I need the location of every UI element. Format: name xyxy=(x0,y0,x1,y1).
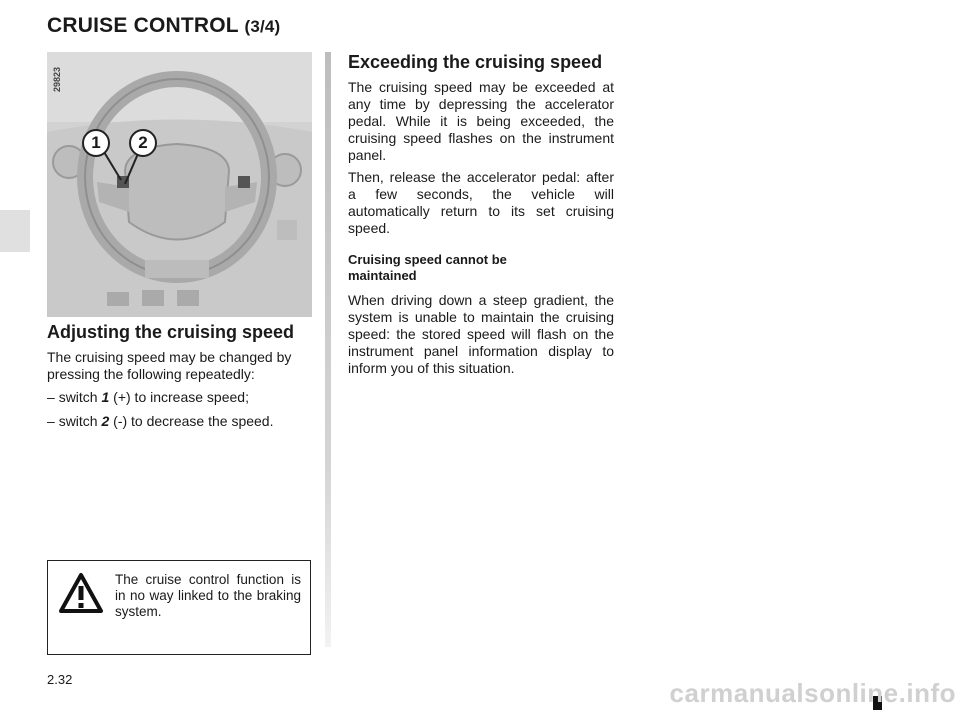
list-text: (-) to decrease the speed. xyxy=(109,413,274,429)
left-heading: Adjusting the cruising speed xyxy=(47,322,295,342)
list-prefix: switch xyxy=(58,413,102,429)
list-item xyxy=(47,389,311,406)
callout-1: 1 xyxy=(82,129,110,157)
warning-triangle-icon xyxy=(58,571,104,615)
watermark: carmanualsonline.info xyxy=(669,678,956,708)
callout-2: 2 xyxy=(129,129,157,157)
figure-code: 29823 xyxy=(52,66,62,92)
title-text: CRUISE CONTROL xyxy=(47,14,239,37)
section-tab xyxy=(0,210,30,252)
list-text: (+) to increase speed; xyxy=(109,389,249,405)
list-dash: – xyxy=(47,413,55,429)
list-dash: – xyxy=(47,389,55,405)
list-prefix: switch xyxy=(58,389,102,405)
right-paragraph-3: When driving down a steep gradient, the system is unable to maintain the cruising speed: the stored speed will flash on the instrument panel information display to inform you of this situation. xyxy=(348,292,614,376)
steering-wheel-drawing xyxy=(47,52,312,317)
list-item xyxy=(47,413,311,430)
right-heading: Exceeding the cruising speed xyxy=(348,52,603,72)
title-part: (3/4) xyxy=(244,17,281,36)
page-title xyxy=(47,14,280,38)
column-divider xyxy=(325,52,331,647)
left-intro: The cruising speed may be changed by pressing the following repeatedly: xyxy=(47,349,292,382)
warning-box xyxy=(47,560,311,655)
right-paragraph-2: Then, release the accelerator pedal: after a few seconds, the vehicle will automatically return to its set cruising speed. xyxy=(348,169,614,236)
right-subheading: Cruising speed cannot be maintained xyxy=(348,252,507,283)
page-number: 2.32 xyxy=(47,672,73,687)
switch-number: 2 xyxy=(101,413,110,429)
switch-number: 1 xyxy=(101,389,110,405)
steering-wheel-illustration xyxy=(47,52,312,317)
warning-text: The cruise control function is in no way linked to the braking system. xyxy=(115,572,301,619)
right-paragraph-1: The cruising speed may be exceeded at any time by depressing the accelerator pedal. While it is being exceeded, the cruising speed flashes on the instrument panel. xyxy=(348,79,614,163)
